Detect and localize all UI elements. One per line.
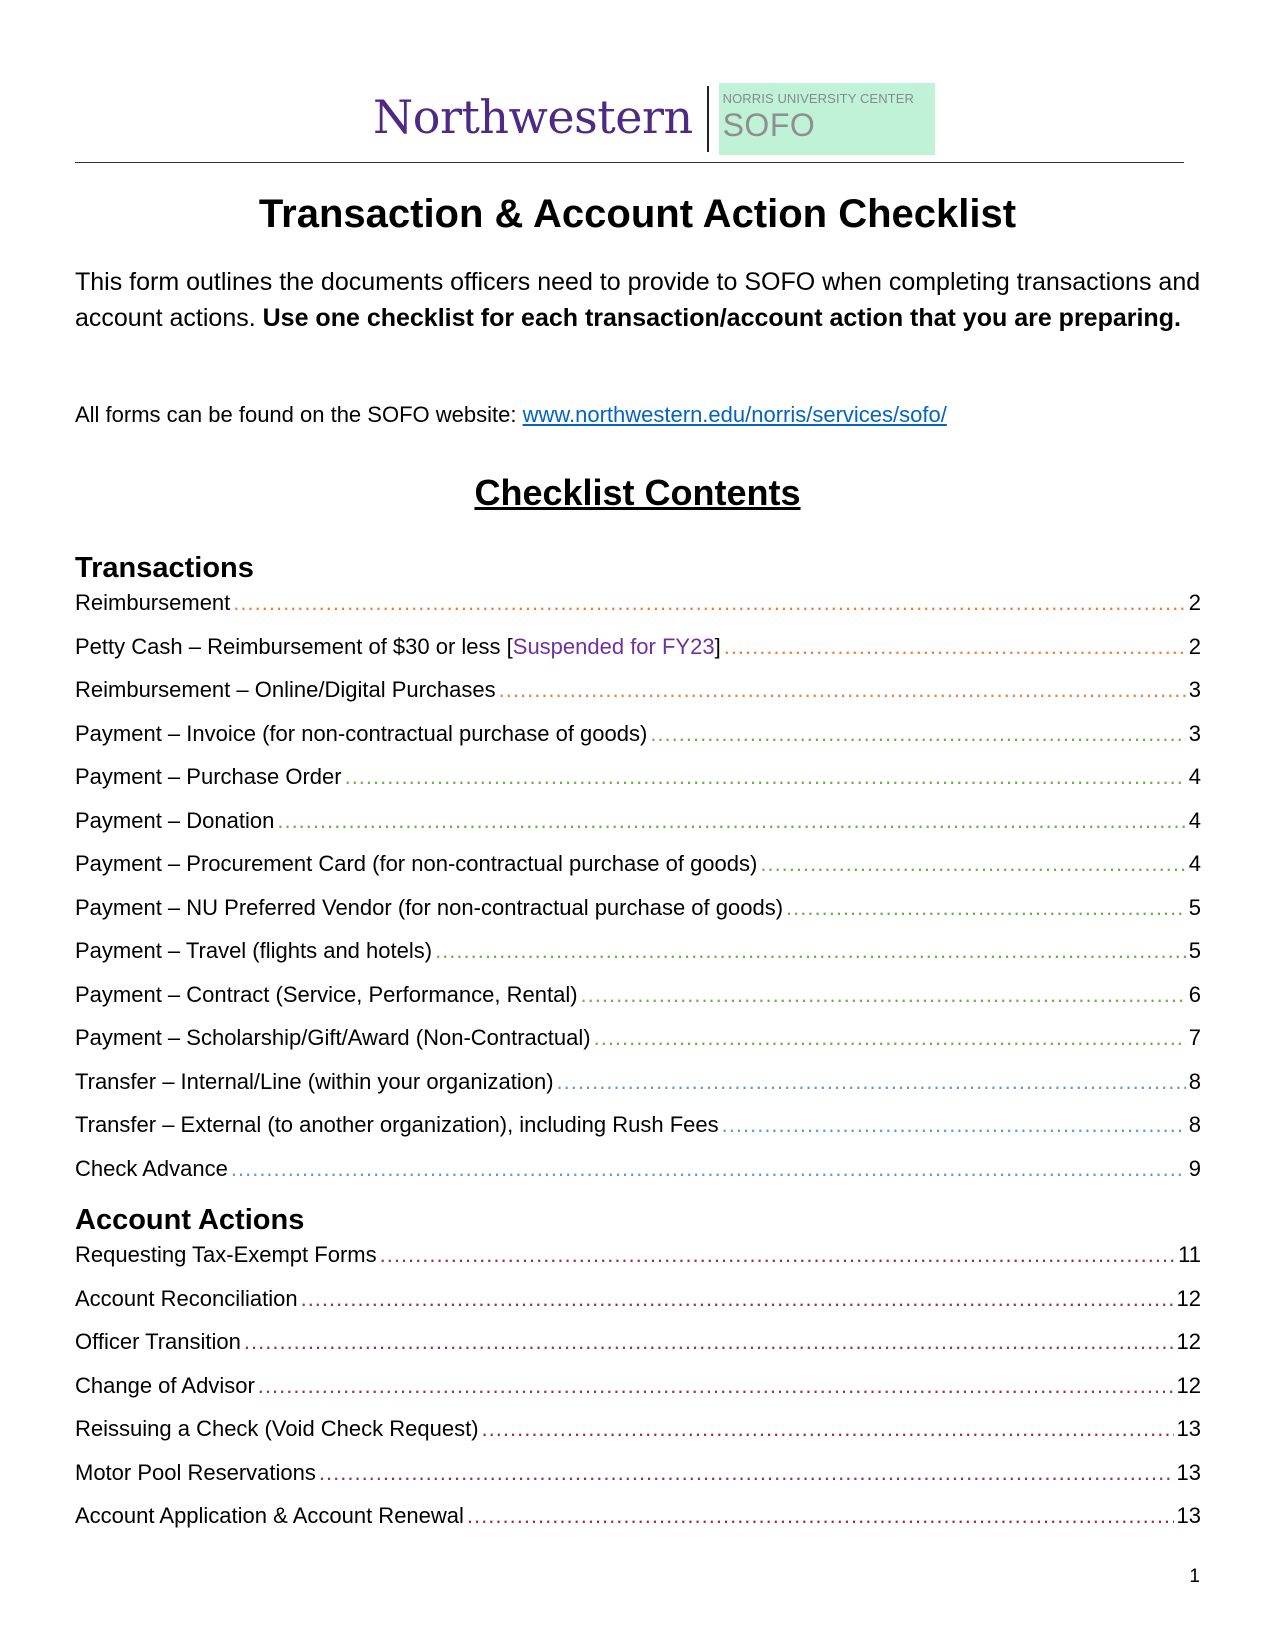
- toc-leader: [594, 1025, 1186, 1051]
- toc-entry[interactable]: [75, 1156, 1201, 1200]
- logo-big-text: SOFO: [722, 107, 816, 143]
- northwestern-sofo-logo: [373, 84, 935, 154]
- toc-label: Transfer – External (to another organization), including Rush Fees: [75, 1112, 719, 1137]
- toc-label: Payment – Procurement Card (for non-contractual purchase of goods): [75, 851, 758, 876]
- toc-label: Payment – Scholarship/Gift/Award (Non-Contractual): [75, 1025, 591, 1050]
- toc-page: 4: [1188, 851, 1201, 876]
- toc-page: 12: [1176, 1285, 1201, 1311]
- toc-page: 2: [1188, 590, 1201, 615]
- toc-label-part: ]: [714, 633, 721, 659]
- toc-page: 13: [1176, 1416, 1201, 1441]
- toc-entry[interactable]: [75, 851, 1201, 895]
- toc-entry[interactable]: [75, 1286, 1201, 1330]
- toc-entry[interactable]: [75, 590, 1201, 634]
- toc-leader: [650, 721, 1185, 747]
- toc-page: 9: [1188, 1155, 1201, 1181]
- toc-entry[interactable]: [75, 808, 1201, 852]
- toc-leader: [258, 1373, 1174, 1399]
- toc-page: 8: [1188, 1112, 1201, 1137]
- intro-paragraph: [75, 264, 1205, 336]
- toc-entry[interactable]: [75, 1329, 1201, 1373]
- toc-entry[interactable]: [75, 1503, 1201, 1547]
- toc-label: Payment – NU Preferred Vendor (for non-contractual purchase of goods): [75, 894, 784, 920]
- toc-entry[interactable]: [75, 1069, 1201, 1113]
- toc-label: Requesting Tax-Exempt Forms: [75, 1242, 377, 1267]
- toc-leader: [277, 808, 1185, 834]
- sofo-logo-box: [719, 83, 935, 155]
- toc-leader: [233, 590, 1185, 616]
- toc-entry[interactable]: [75, 1242, 1201, 1286]
- transactions-toc: [75, 590, 1201, 1199]
- toc-leader: [760, 851, 1185, 877]
- toc-leader: [345, 764, 1186, 790]
- footer-page-number: 1: [1189, 1566, 1200, 1587]
- toc-label: [75, 634, 721, 660]
- toc-entry[interactable]: [75, 1112, 1201, 1156]
- toc-label: Payment – Travel (flights and hotels): [75, 938, 433, 963]
- logo-small-text: NORRIS UNIVERSITY CENTER: [722, 91, 914, 106]
- toc-page: 4: [1188, 807, 1201, 833]
- toc-page: 3: [1188, 677, 1201, 702]
- toc-leader: [499, 677, 1186, 703]
- toc-entry[interactable]: [75, 938, 1201, 982]
- toc-label: Change of Advisor: [75, 1372, 255, 1398]
- toc-entry[interactable]: [75, 1025, 1201, 1069]
- toc-entry[interactable]: [75, 721, 1201, 765]
- toc-entry[interactable]: [75, 895, 1201, 939]
- toc-page: 11: [1178, 1242, 1201, 1267]
- toc-page: 2: [1188, 633, 1201, 659]
- toc-page: 13: [1176, 1459, 1201, 1485]
- toc-page: 5: [1188, 894, 1201, 920]
- transactions-heading: Transactions: [75, 552, 254, 584]
- header-rule: [75, 162, 1184, 163]
- account-actions-toc: [75, 1242, 1201, 1547]
- toc-entry[interactable]: [75, 1373, 1201, 1417]
- toc-leader: [482, 1416, 1174, 1442]
- toc-entry[interactable]: [75, 1460, 1201, 1504]
- toc-entry[interactable]: [75, 677, 1201, 721]
- toc-page: 7: [1188, 1025, 1201, 1050]
- toc-page: 5: [1188, 938, 1201, 963]
- toc-entry[interactable]: [75, 1416, 1201, 1460]
- page-title: Transaction & Account Action Checklist: [258, 192, 1017, 236]
- toc-label: Check Advance: [75, 1155, 228, 1181]
- toc-page: 3: [1188, 720, 1201, 746]
- toc-label: Account Reconciliation: [75, 1285, 298, 1311]
- toc-label: Motor Pool Reservations: [75, 1459, 316, 1485]
- toc-entry[interactable]: [75, 982, 1201, 1026]
- toc-leader: [557, 1069, 1186, 1095]
- logo-wordmark: Northwestern: [373, 90, 693, 144]
- sofo-website-link[interactable]: www.northwestern.edu/norris/services/sofo/: [522, 402, 947, 427]
- toc-label-part: Petty Cash – Reimbursement of $30 or less [: [75, 633, 513, 659]
- toc-label: Payment – Invoice (for non-contractual purchase of goods): [75, 720, 648, 746]
- forms-website-line: [75, 402, 947, 428]
- toc-label: Payment – Donation: [75, 807, 275, 833]
- toc-leader: [244, 1329, 1174, 1355]
- intro-bold-text: Use one checklist for each transaction/account action that you are preparing.: [262, 304, 1181, 332]
- toc-leader: [581, 982, 1186, 1008]
- toc-label: Reimbursement – Online/Digital Purchases: [75, 677, 496, 702]
- toc-label: Reissuing a Check (Void Check Request): [75, 1416, 479, 1441]
- toc-label: Payment – Contract (Service, Performance, Rental): [75, 981, 578, 1007]
- suspended-note: Suspended for FY23: [512, 633, 715, 659]
- contents-heading: Checklist Contents: [474, 472, 801, 513]
- toc-leader: [301, 1286, 1174, 1312]
- toc-leader: [786, 895, 1186, 921]
- toc-entry[interactable]: [75, 634, 1201, 678]
- toc-label: Officer Transition: [75, 1329, 241, 1354]
- account-actions-heading: Account Actions: [75, 1204, 305, 1236]
- toc-page: 6: [1188, 981, 1201, 1007]
- toc-leader: [722, 1112, 1186, 1138]
- toc-page: 12: [1176, 1329, 1201, 1354]
- toc-leader: [724, 634, 1186, 660]
- toc-leader: [435, 938, 1186, 964]
- forms-text: All forms can be found on the SOFO website:: [75, 402, 523, 427]
- toc-page: 13: [1176, 1503, 1201, 1528]
- toc-entry[interactable]: [75, 764, 1201, 808]
- intro-text: This form outlines the documents officers need to provide to SOFO when completing transactions and account actions.: [75, 268, 1201, 332]
- toc-leader: [231, 1156, 1186, 1182]
- toc-leader: [319, 1460, 1174, 1486]
- toc-label: Account Application & Account Renewal: [75, 1503, 464, 1528]
- toc-label: Payment – Purchase Order: [75, 764, 342, 789]
- logo-divider: [707, 86, 709, 152]
- toc-page: 8: [1188, 1068, 1201, 1094]
- toc-label: Reimbursement: [75, 590, 231, 615]
- toc-leader: [380, 1242, 1176, 1268]
- toc-page: 4: [1188, 764, 1201, 789]
- toc-page: 12: [1176, 1372, 1201, 1398]
- toc-leader: [467, 1503, 1174, 1529]
- toc-label: Transfer – Internal/Line (within your organization): [75, 1068, 554, 1094]
